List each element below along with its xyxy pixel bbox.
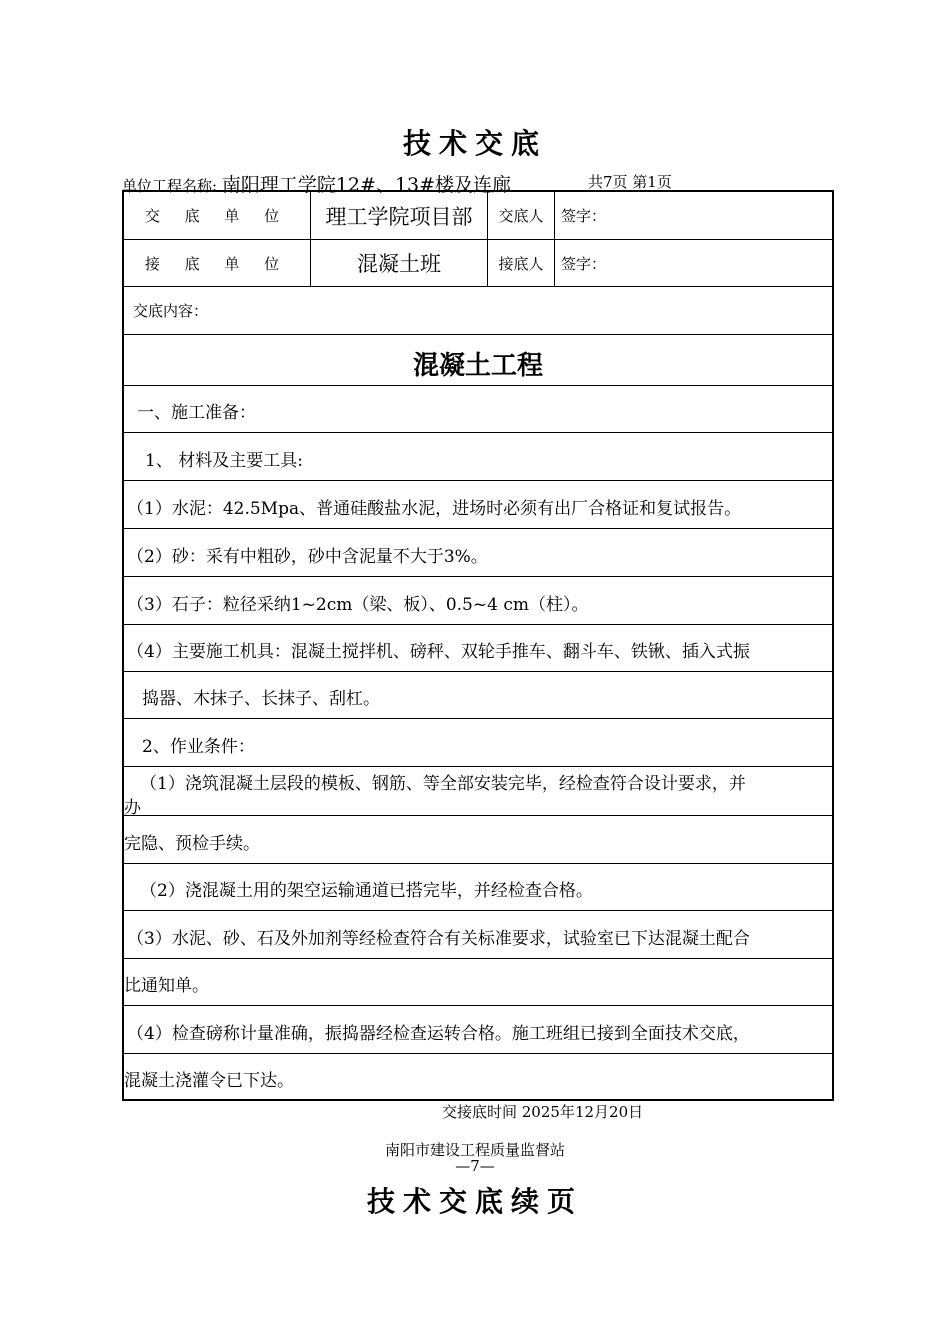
content-line: （2）砂：采有中粗砂，砂中含泥量不大于3%。: [124, 529, 832, 577]
receiver-unit-label: 接 底 单 位: [124, 240, 311, 286]
receiver-unit-value: 混凝土班: [311, 240, 488, 286]
content-line: 完隐、预检手续。: [124, 816, 832, 864]
handover-signature: 签字：: [561, 207, 607, 225]
content-line: 1、 材料及主要工具:: [124, 433, 832, 481]
content-line: （3）石子：粒径采纳1~2cm（梁、板）、0.5~4 cm（柱）。: [124, 577, 832, 625]
content-line: （1）浇筑混凝土层段的模板、钢筋、等全部安装完毕，经检查符合设计要求，并 办: [124, 767, 832, 816]
content-line: 比通知单。: [124, 959, 832, 1006]
content-line: （1）水泥：42.5Mpa、普通硅酸盐水泥，进场时必须有出厂合格证和复试报告。: [124, 481, 832, 529]
receiver-signature: 签字：: [561, 254, 607, 273]
content-label-row: [124, 287, 832, 335]
content-line: 一、施工准备：: [124, 386, 832, 433]
content-line: （4）检查磅称计量准确，振捣器经检查运转合格。施工班组已接到全面技术交底，: [124, 1006, 832, 1054]
section-title: 混凝土工程: [412, 351, 543, 381]
content-line: （2）浇混凝土用的架空运输通道已搭完毕，并经检查合格。: [124, 864, 832, 911]
document-title: 技术交底: [402, 127, 547, 160]
content-line: 捣器、木抹子、长抹子、刮杠。: [124, 672, 832, 719]
content-label: 交底内容：: [133, 302, 209, 320]
content-line: 混凝土浇灌令已下达。: [124, 1071, 294, 1091]
receiver-person-label: 接底人: [488, 240, 555, 286]
project-name: 南阳理工学院12#、13#楼及连廊: [221, 174, 512, 196]
supervision-org: 南阳市建设工程质量监督站: [384, 1141, 565, 1159]
page-count: 共7页 第1页: [588, 173, 672, 191]
handover-unit-label: 交 底 单 位: [124, 192, 311, 239]
handover-table: [122, 190, 834, 1101]
handover-unit-row: [124, 192, 832, 240]
project-header: [122, 170, 834, 196]
content-line: （3）水泥、砂、石及外加剂等经检查符合有关标准要求，试验室已下达混凝土配合: [124, 911, 832, 959]
receiver-unit-row: [124, 240, 832, 287]
section-title-row: [124, 335, 832, 386]
page-number: —7—: [455, 1157, 495, 1175]
unit-name-label: 单位工程名称:: [122, 177, 218, 195]
handover-unit-value: 理工学院项目部: [311, 192, 488, 239]
handover-time: 交接底时间 2025年12月20日: [442, 1103, 644, 1121]
content-line: （4）主要施工机具：混凝土搅拌机、磅秤、双轮手推车、翻斗车、铁锹、插入式振: [124, 625, 832, 672]
continuation-title: 技术交底续页: [366, 1185, 583, 1218]
handover-person-label: 交底人: [488, 192, 555, 239]
content-line: 2、作业条件：: [124, 719, 832, 767]
